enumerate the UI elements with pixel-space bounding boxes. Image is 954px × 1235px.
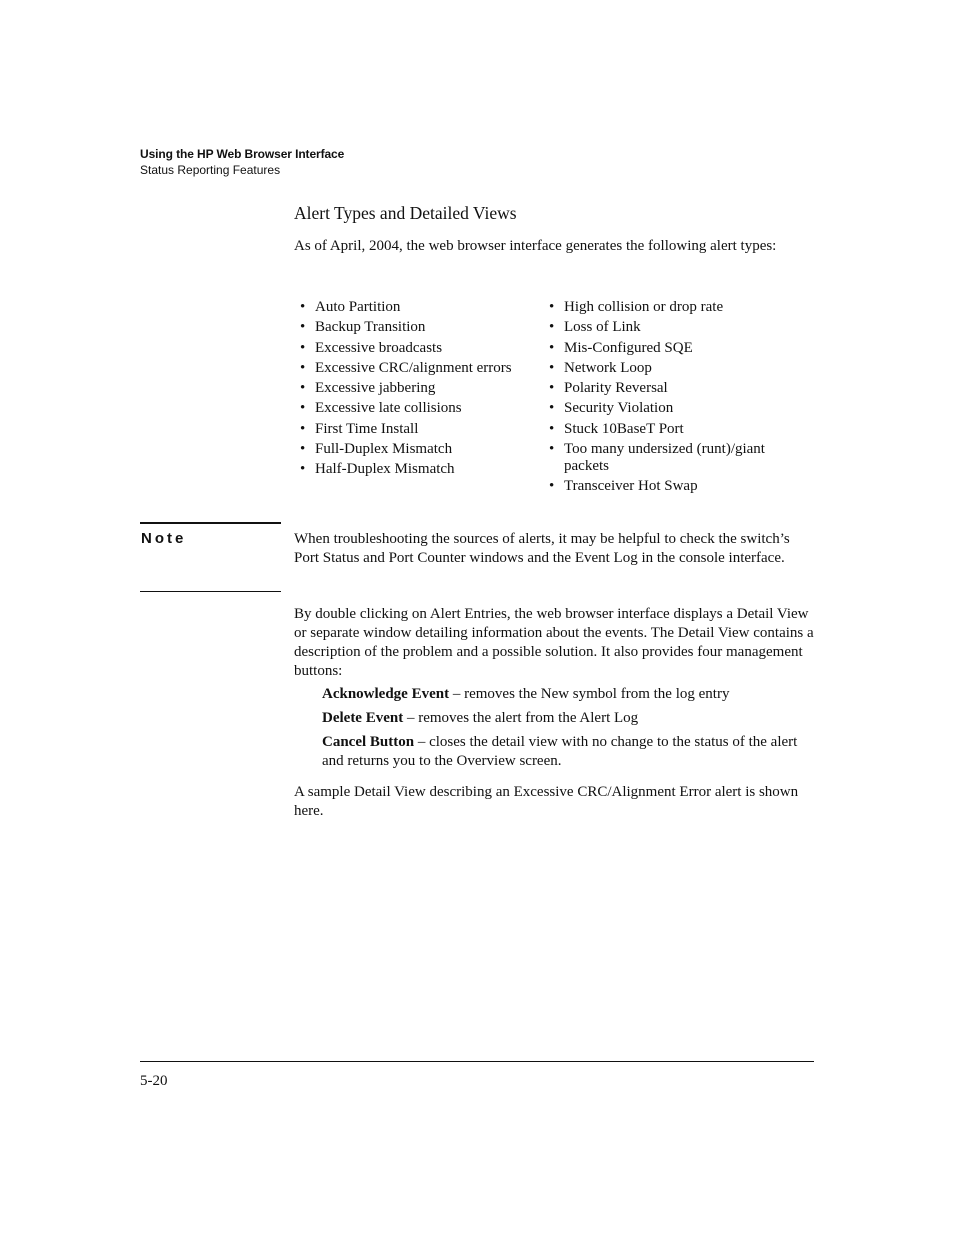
note-label: Note: [141, 530, 187, 547]
note-text: When troubleshooting the sources of alerts, it may be helpful to check the switch’s Port Status and Port Counter windows and the Event Log in the console interface.: [294, 531, 790, 566]
list-item: • Excessive jabbering: [294, 380, 544, 397]
alert-types-list-left: [294, 299, 544, 482]
list-item: • Transceiver Hot Swap: [543, 478, 803, 495]
list-item: • Auto Partition: [294, 299, 544, 316]
list-item: • Polarity Reversal: [543, 380, 803, 397]
note-divider-bottom: [140, 591, 281, 592]
list-item: • Backup Transition: [294, 319, 544, 336]
list-item: • Stuck 10BaseT Port: [543, 421, 803, 438]
button-description: – removes the New symbol from the log entry: [449, 686, 730, 702]
list-item: • Too many undersized (runt)/giant packets: [543, 441, 803, 475]
management-button-item: [322, 685, 814, 704]
section-title: Alert Types and Detailed Views: [294, 203, 517, 223]
list-item: • Excessive CRC/alignment errors: [294, 360, 544, 377]
list-item: • Excessive late collisions: [294, 400, 544, 417]
intro-paragraph: As of April, 2004, the web browser interface generates the following alert types:: [294, 238, 777, 254]
button-name: Cancel Button: [322, 734, 415, 750]
button-name: Delete Event: [322, 710, 404, 726]
button-description: – closes the detail view with no change to the status of the alert and returns you to the Overview screen.: [322, 734, 798, 769]
list-item: • Full-Duplex Mismatch: [294, 441, 544, 458]
list-item: • Security Violation: [543, 400, 803, 417]
button-name: Acknowledge Event: [322, 686, 450, 702]
alert-types-list-right: [543, 299, 803, 499]
list-item: • Half-Duplex Mismatch: [294, 461, 544, 478]
running-header-title: Using the HP Web Browser Interface: [140, 147, 345, 161]
management-button-item: [322, 733, 814, 771]
running-header-subtitle: Status Reporting Features: [140, 163, 281, 177]
list-item: • Loss of Link: [543, 319, 803, 336]
detail-view-paragraph: By double clicking on Alert Entries, the web browser interface displays a Detail View or separate window detailing information about the events. The Detail View contains a description of the problem and a possible solution. It also provides four management buttons:: [294, 606, 814, 679]
management-button-item: [322, 709, 814, 728]
sample-paragraph: A sample Detail View describing an Excessive CRC/Alignment Error alert is shown here.: [294, 784, 799, 819]
page-number: 5-20: [140, 1073, 168, 1089]
button-description: – removes the alert from the Alert Log: [403, 710, 639, 726]
note-divider-top: [140, 522, 281, 524]
list-item: • High collision or drop rate: [543, 299, 803, 316]
list-item: • First Time Install: [294, 421, 544, 438]
list-item: • Network Loop: [543, 360, 803, 377]
list-item: • Mis-Configured SQE: [543, 340, 803, 357]
management-buttons-list: [322, 685, 814, 776]
footer-divider: [140, 1061, 814, 1062]
list-item: • Excessive broadcasts: [294, 340, 544, 357]
